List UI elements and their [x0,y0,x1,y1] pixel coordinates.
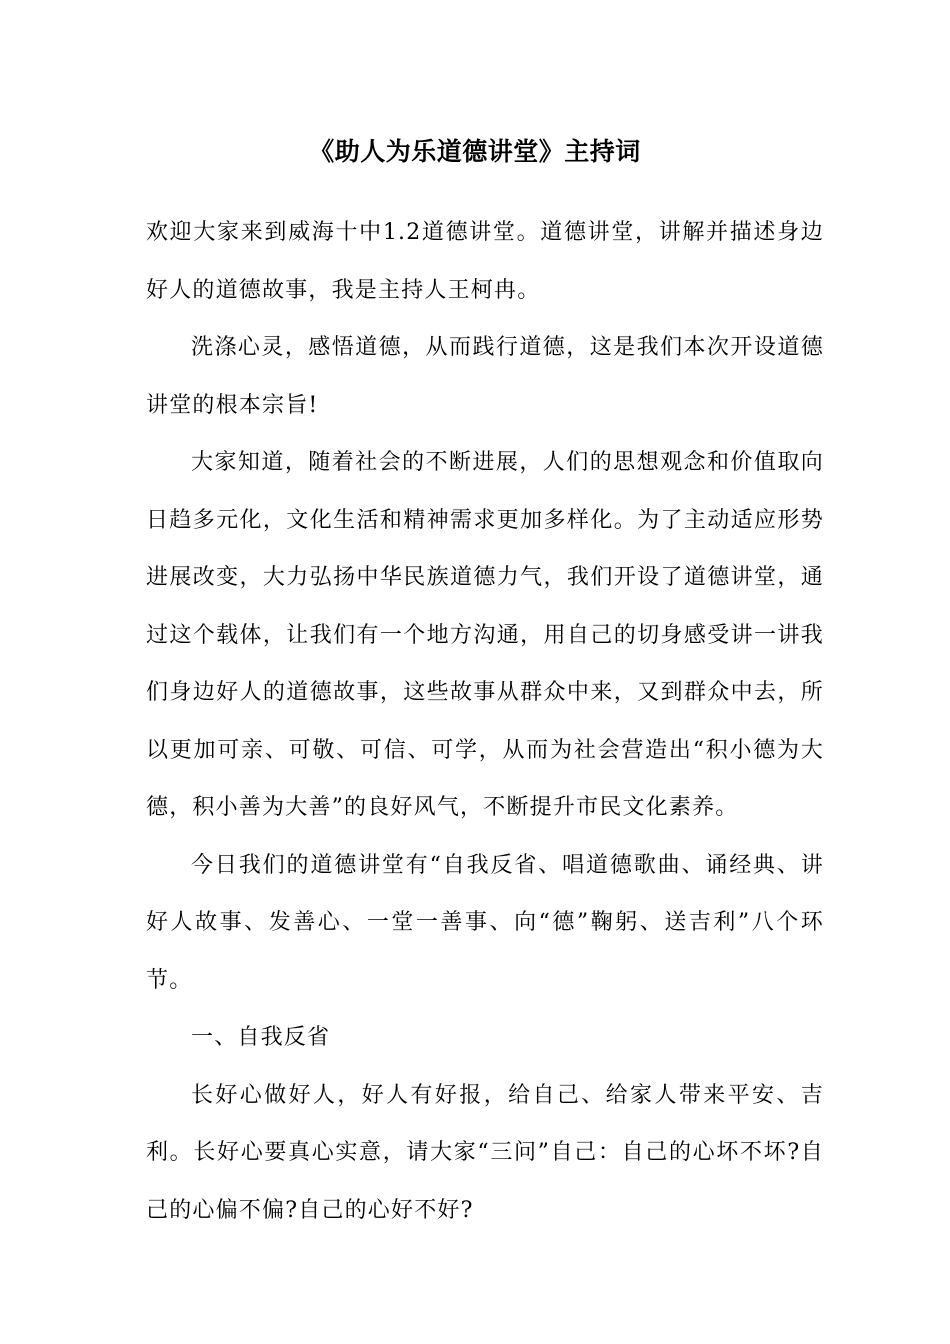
section-heading-self-reflection: 一、自我反省 [191,1025,331,1050]
paragraph-background: 大家知道，随着社会的不断进展，人们的思想观念和价值取向日趋多元化，文化生活和精神需求更加多样化。为了主动适应形势进展改变，大力弘扬中华民族道德力气，我们开设了道德讲堂，通过这个载体，让我们有一个地方沟通，用自己的切身感受讲一讲我们身边好人的道德故事，这些故事从群众中来，又到群众中去，所以更加可亲、可敬、可信、可学，从而为社会营造出“积小德为大德，积小善为大善”的良好风气，不断提升市民文化素养。 [146,450,824,820]
document-title: 《助人为乐道德讲堂》主持词 [309,137,641,166]
paragraph-self-reflection: 长好心做好人，好人有好报，给自己、给家人带来平安、吉利。长好心要真心实意，请大家“三问”自己：自己的心坏不坏?自己的心偏不偏?自己的心好不好? [146,1082,824,1223]
document-body [146,204,824,1239]
paragraph-agenda: 今日我们的道德讲堂有“自我反省、唱道德歌曲、诵经典、讲好人故事、发善心、一堂一善事、向“德”鞠躬、送吉利”八个环节。 [146,852,824,993]
paragraph-welcome: 欢迎大家来到威海十中1.2道德讲堂。道德讲堂，讲解并描述身边好人的道德故事，我是主持人王柯冉。 [146,220,824,303]
paragraph-purpose: 洗涤心灵，感悟道德，从而践行道德，这是我们本次开设道德讲堂的根本宗旨! [146,335,824,418]
